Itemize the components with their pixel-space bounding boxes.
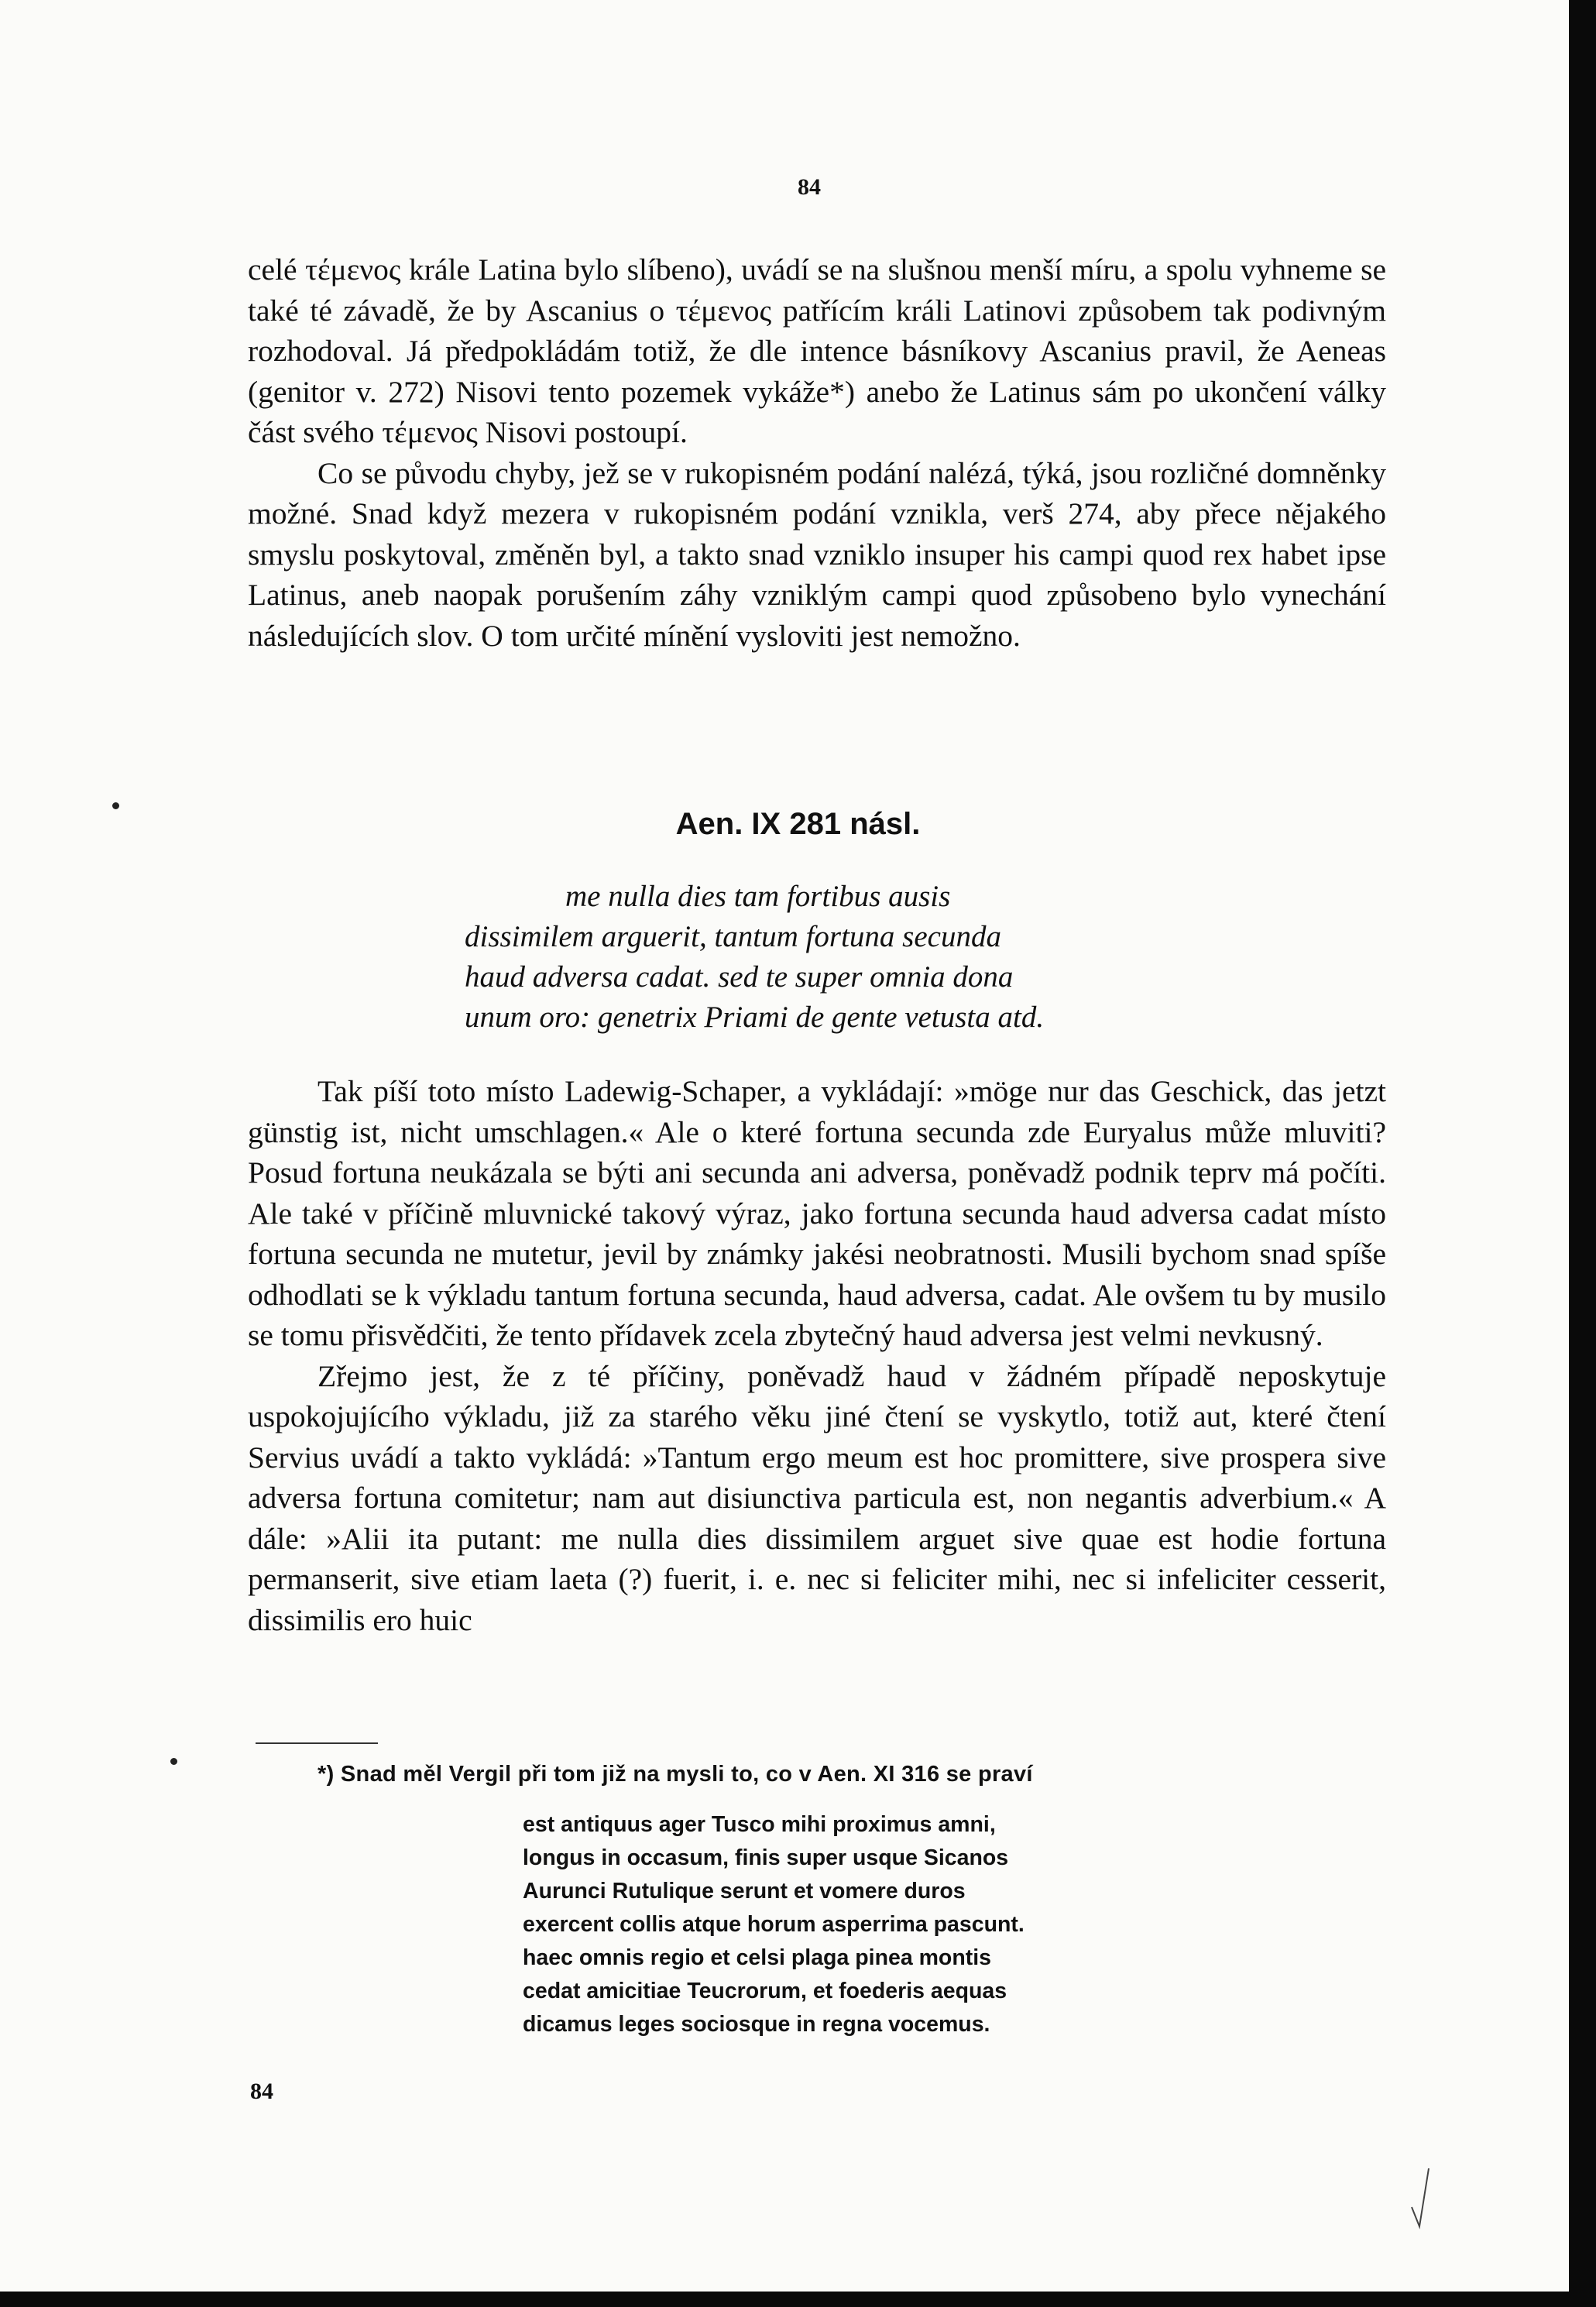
verse-line-3: haud adversa cadat. sed te super omnia dona [465, 960, 1014, 994]
text-block-bottom [248, 1071, 1386, 1640]
footnote-marker: *) [317, 1762, 335, 1787]
footnote-verse-line-1: est antiquus ager Tusco mihi proximus amni, [523, 1812, 996, 1837]
verse-line-2: dissimilem arguerit, tantum fortuna secunda [465, 920, 1001, 953]
footnote-verse-line-5: haec omnis regio et celsi plaga pinea montis [523, 1945, 992, 1970]
pencil-mark-icon [1406, 2165, 1436, 2234]
paragraph-4: Zřejmo jest, že z té příčiny, poněvadž haud v žádném případě neposkytuje uspokojujícího výkladu, již za starého věku jiné čtení se vyskytlo, totiž aut, které čtení Servius uvádí a takto vykládá: »Tantum ergo meum est hoc promittere, sive prospera sive adversa fortuna comitetur; nam aut disiunctiva particula est, non negantis adverbium.« A dále: »Alii ita putant: me nulla dies dissimilem arguet sive quae est hodie fortuna permanserit, sive etiam laeta (?) fuerit, i. e. nec si feliciter mihi, nec si infeliciter cesserit, dissimilis ero huic [248, 1358, 1386, 1637]
page-number-footer: 84 [250, 2079, 273, 2104]
scan-speck [170, 1758, 177, 1765]
footnote-verse-line-7: dicamus leges sociosque in regna vocemus. [523, 2012, 990, 2037]
verse-line-4: unum oro: genetrix Priami de gente vetusta atd. [465, 1001, 1045, 1034]
footnote-verse [523, 1808, 1025, 2041]
scan-speck [112, 802, 119, 809]
footnote-verse-line-3: Aurunci Rutulique serunt et vomere duros [523, 1879, 966, 1904]
footnote-verse-line-2: longus in occasum, finis super usque Sicanos [523, 1845, 1009, 1870]
paragraph-2: Co se původu chyby, jež se v rukopisném podání nalézá, týká, jsou rozličné domněnky možné. Snad když mezera v rukopisném podání vznikla, verš 274, aby přece nějakého smyslu poskytoval, změněn byl, a takto snad vzniklo insuper his campi quod rex habet ipse Latinus, aneb naopak porušením záhy vzniklým campi quod způsobeno bylo vynechání následujících slov. O tom určité mínění vysloviti jest nemožno. [248, 455, 1386, 653]
paragraph-1: celé τέμενος krále Latina bylo slíbeno), uvádí se na slušnou menší míru, a spolu vyhneme se také té závadě, že by Ascanius o τέμενος patřícím králi Latinovi způsobem tak podivným rozhodoval. Já předpokládám totiž, že dle intence básníkovy Ascanius pravil, že Aeneas (genitor v. 272) Nisovi tento pozemek vykáže*) anebo že Latinus sám po ukončení války část svého τέμενος Nisovi postoupí. [248, 252, 1386, 449]
section-heading: Aen. IX 281 násl. [675, 807, 921, 841]
footnote-intro [317, 1762, 1033, 1787]
page-number-header: 84 [798, 174, 821, 200]
verse-line-1: me nulla dies tam fortibus ausis [565, 880, 951, 913]
footnote-intro-text: Snad měl Vergil při tom již na mysli to, co v Aen. XI 316 se praví [340, 1762, 1033, 1787]
footnote-verse-line-4: exercent collis atque horum asperrima pascunt. [523, 1912, 1025, 1937]
footnote-separator [256, 1742, 378, 1744]
text-block-top [248, 249, 1386, 656]
verse-quotation [465, 877, 1044, 1038]
footnote-verse-line-6: cedat amicitiae Teucrorum, et foederis aequas [523, 1979, 1007, 2003]
paragraph-3: Tak píší toto místo Ladewig-Schaper, a vykládají: »möge nur das Geschick, das jetzt günstig ist, nicht umschlagen.« Ale o které fortuna secunda zde Euryalus může mluviti? Posud fortuna neukázala se býti ani secunda ani adversa, poněvadž podnik teprv má počíti. Ale také v příčině mluvnické takový výraz, jako fortuna secunda haud adversa cadat místo fortuna secunda ne mutetur, jevil by známky jakési neobratnosti. Musili bychom snad spíše odhodlati se k výkladu tantum fortuna secunda, haud adversa, cadat. Ale ovšem tu by musilo se tomu přisvědčiti, že tento přídavek zcela zbytečný haud adversa jest velmi nevkusný. [248, 1074, 1386, 1352]
